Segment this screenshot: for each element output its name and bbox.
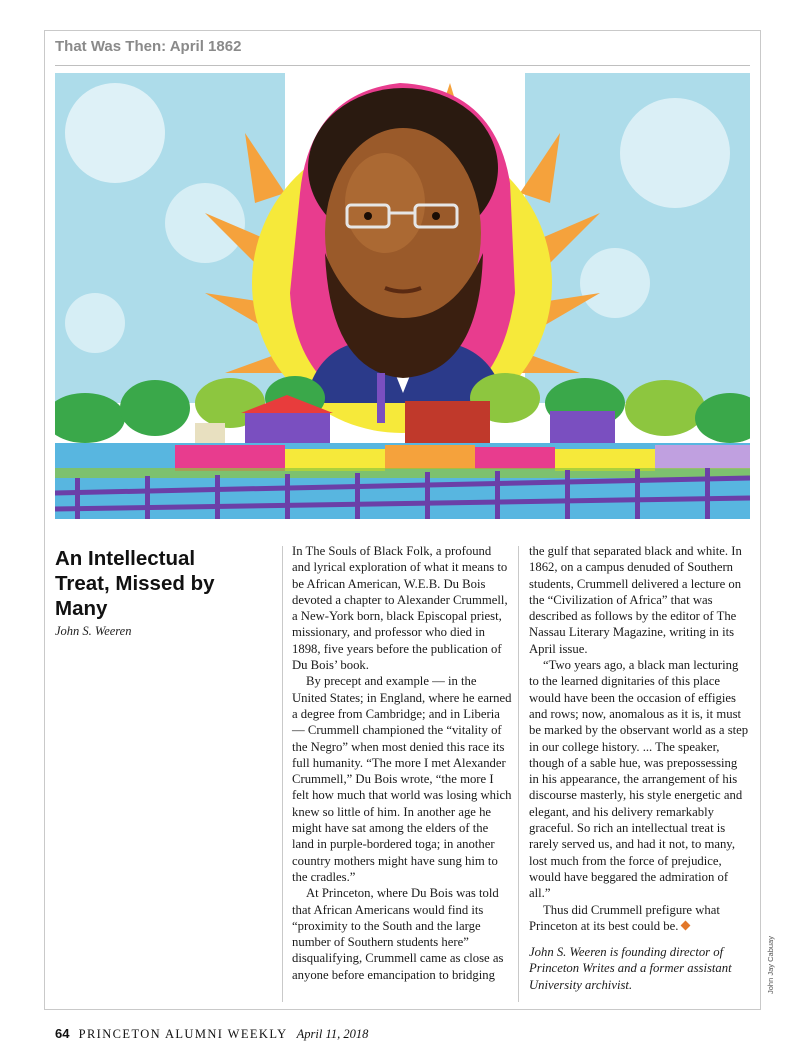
column-divider	[282, 546, 283, 1002]
paragraph: In The Souls of Black Folk, a profound and lyrical exploration of what it means to be African American, W.E.B. Du Bois devoted a chapter to Alexander Crummell, a New-York born, black Episcopal priest, missionary, and professor who died in 1898, five years before the publication of Du Bois’ book.	[292, 544, 508, 673]
author-bio: John S. Weeren is founding director of Princeton Writes and a former assistant University archivist.	[529, 945, 732, 992]
end-mark-icon	[681, 920, 691, 930]
column-divider	[518, 546, 519, 1002]
article-headline: An Intellectual Treat, Missed by Many	[55, 547, 215, 620]
article-column-1	[292, 543, 512, 983]
paragraph-final	[529, 902, 749, 935]
issue-date: April 11, 2018	[296, 1027, 369, 1041]
magazine-name: PRINCETON ALUMNI WEEKLY	[78, 1027, 288, 1041]
article-column-2	[529, 543, 749, 993]
paragraph: By precept and example — in the United States; in England, where he earned a degree from Cambridge; and in Liberia — Crummell championed the “vitality of the Negro” when most denied this race its full humanity. “The more I met Alexander Crummell,” Du Bois wrote, “the more I felt how much that world was losing which knew so little of him. In another age he might have sat among the elders of the land in purple-bordered toga; in another country mothers might have sung him to the cradles.”	[292, 674, 512, 884]
crummell-illustration	[55, 73, 750, 519]
paragraph: “Two years ago, a black man lecturing to the learned dignitaries of this place would have been the occasion of effigies and rows; now, anomalous as it is, it must be marked by the observant world as a step in our college history. ... The speaker, though of a sable hue, was prepossessing in his appearance, the arrangement of his discourse masterly, his style energetic and elegant, and his delivery remarkably graceful. So rich an intellectual treat is rarely served us, and had it not, to many, lost much from the force of prejudice, would have beggared the admiration of all.”	[529, 658, 749, 901]
page-footer	[55, 1026, 368, 1042]
illustration-credit: John Jay Cabuay	[766, 936, 775, 994]
paragraph: the gulf that separated black and white. In 1862, on a campus denuded of Southern students, Crummell delivered a lecture on the “Civilization of Africa” that was described as follows by the editor of The Nassau Literary Magazine, writing in its April issue.	[529, 544, 742, 656]
paragraph: At Princeton, where Du Bois was told that African Americans would find its “proximity to the South and the large number of Southern students here” disqualifying, Crummell came as close as anyone before emancipation to bridging	[292, 886, 504, 982]
section-label: That Was Then: April 1862	[55, 38, 242, 55]
page-number: 64	[55, 1026, 70, 1041]
top-divider	[55, 65, 750, 66]
paragraph-text: Thus did Crummell prefigure what Princeton at its best could be.	[529, 902, 720, 933]
article-byline: John S. Weeren	[55, 624, 132, 638]
